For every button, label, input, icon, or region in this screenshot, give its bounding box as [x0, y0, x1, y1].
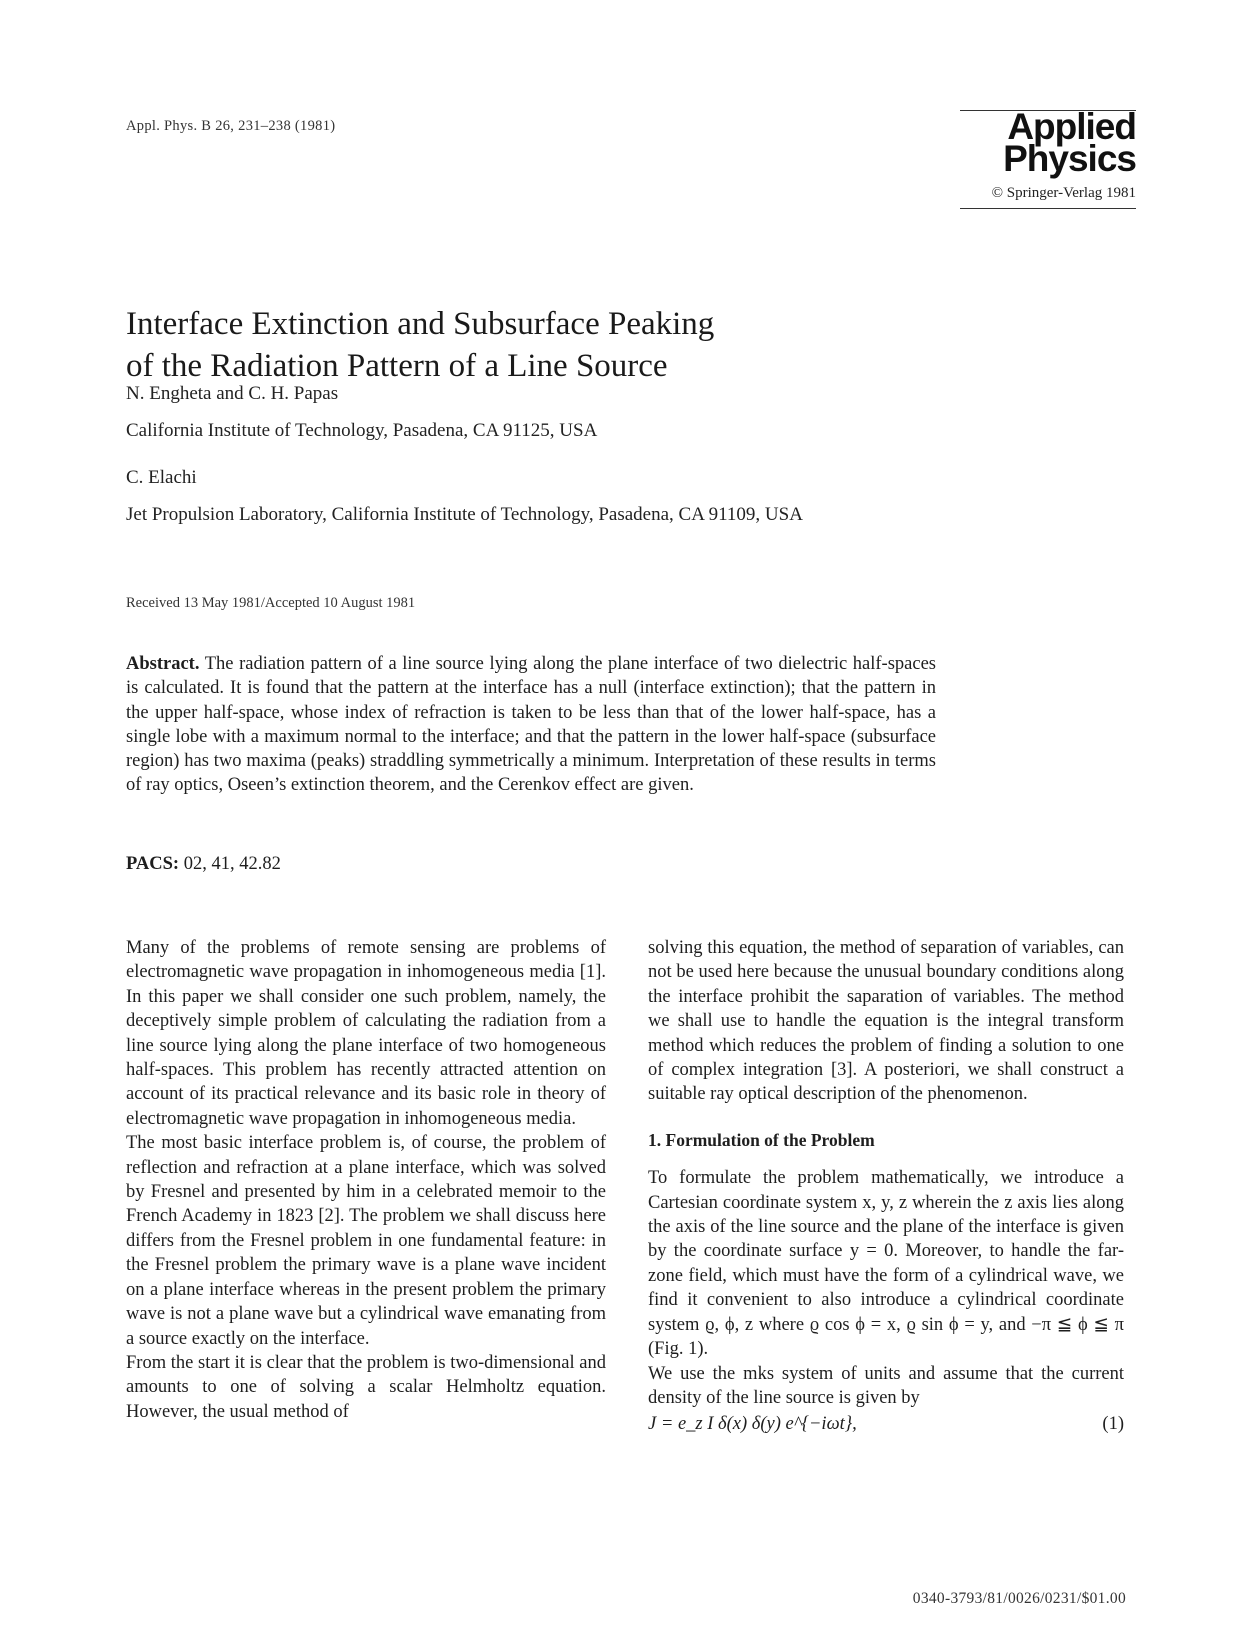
footer-code: 0340-3793/81/0026/0231/$01.00 [912, 1590, 1126, 1607]
equation-number: (1) [1102, 1414, 1124, 1435]
journal-name-line2: Physics [1003, 138, 1136, 179]
copyright-notice: © Springer-Verlag 1981 [991, 185, 1136, 201]
journal-citation: Appl. Phys. B 26, 231–238 (1981) [126, 118, 336, 134]
abstract [126, 652, 936, 798]
author-affiliation: California Institute of Technology, Pasadena, CA 91125, USA [126, 420, 598, 441]
section-heading: 1. Formulation of the Problem [648, 1129, 875, 1150]
body-column-left [126, 936, 606, 1424]
pacs-value: 02, 41, 42.82 [183, 854, 281, 874]
journal-name-line1: Applied [1007, 106, 1136, 147]
received-dates: Received 13 May 1981/Accepted 10 August 1981 [126, 595, 416, 611]
paragraph: To formulate the problem mathematically, we introduce a Cartesian coordinate system x, y, z wherein the z axis lies along the axis of the line source and the plane of the interface is given by the coordinate surface y = 0. Moreover, to handle the far-zone field, which must have the form of a cylindrical wave, we find it convenient to also introduce a cylindrical coordinate system ϱ, ϕ, z where ϱ cos ϕ = x, ϱ sin ϕ = y, and −π ≦ ϕ ≦ π (Fig. 1). [648, 1168, 1124, 1360]
pacs-codes [126, 854, 281, 875]
pacs-label: PACS: [126, 854, 180, 874]
body-column-right [648, 936, 1124, 1437]
paragraph: solving this equation, the method of separation of variables, can not be used here because the unusual boundary conditions along the interface prohibit the saparation of variables. The method we shall use to handle the equation is the integral transform method which reduces the problem of finding a solution to one of complex integration [3]. A posteriori, we shall construct a suitable ray optical description of the phenomenon. [648, 938, 1124, 1105]
abstract-text: The radiation pattern of a line source lying along the plane interface of two dielectric half-spaces is calculated. It is found that the pattern at the interface has a null (interface extinction); that the pattern in the upper half-space, whose index of refraction is taken to be less than that of the lower half-space, has a single lobe with a maximum normal to the interface; and that the pattern in the lower half-space (subsurface region) has two maxima (peaks) straddling symmetrically a minimum. Interpretation of these results in terms of ray optics, Oseen’s extinction theorem, and the Cerenkov effect are given. [126, 654, 936, 796]
abstract-label: Abstract. [126, 654, 200, 674]
title-line-1: Interface Extinction and Subsurface Peaking [126, 306, 715, 342]
equation-row [648, 1412, 1124, 1436]
author-names: C. Elachi [126, 467, 197, 488]
journal-logo-block [960, 106, 1136, 209]
bottom-rule [960, 208, 1136, 209]
paragraph: We use the mks system of units and assume that the current density of the line source is given by [648, 1363, 1124, 1408]
paragraph: From the start it is clear that the problem is two-dimensional and amounts to one of solving a scalar Helmholtz equation. However, the usual method of [126, 1352, 606, 1422]
title-line-2: of the Radiation Pattern of a Line Source [126, 348, 668, 384]
author-names: N. Engheta and C. H. Papas [126, 383, 339, 404]
paragraph: The most basic interface problem is, of course, the problem of reflection and refraction at a plane interface, which was solved by Fresnel and presented by him in a celebrated memoir to the French Academy in 1823 [2]. The problem we shall discuss here differs from the Fresnel problem in one fundamental feature: in the Fresnel problem the primary wave is a plane wave incident on a plane interface whereas in the present problem the primary wave is not a plane wave but a cylindrical wave emanating from a source exactly on the interface. [126, 1133, 606, 1349]
author-affiliation: Jet Propulsion Laboratory, California Institute of Technology, Pasadena, CA 91109, USA [126, 504, 803, 525]
paragraph: Many of the problems of remote sensing are problems of electromagnetic wave propagation in inhomogeneous media [1]. In this paper we shall consider one such problem, namely, the deceptively simple problem of calculating the radiation from a line source lying along the plane interface of two homogeneous half-spaces. This problem has recently attracted attention on account of its practical relevance and its basic role in theory of electromagnetic wave propagation in inhomogeneous media. [126, 938, 606, 1129]
paper-title [126, 303, 926, 387]
equation: J = e_z I δ(x) δ(y) e^{−iωt}, [648, 1414, 857, 1435]
